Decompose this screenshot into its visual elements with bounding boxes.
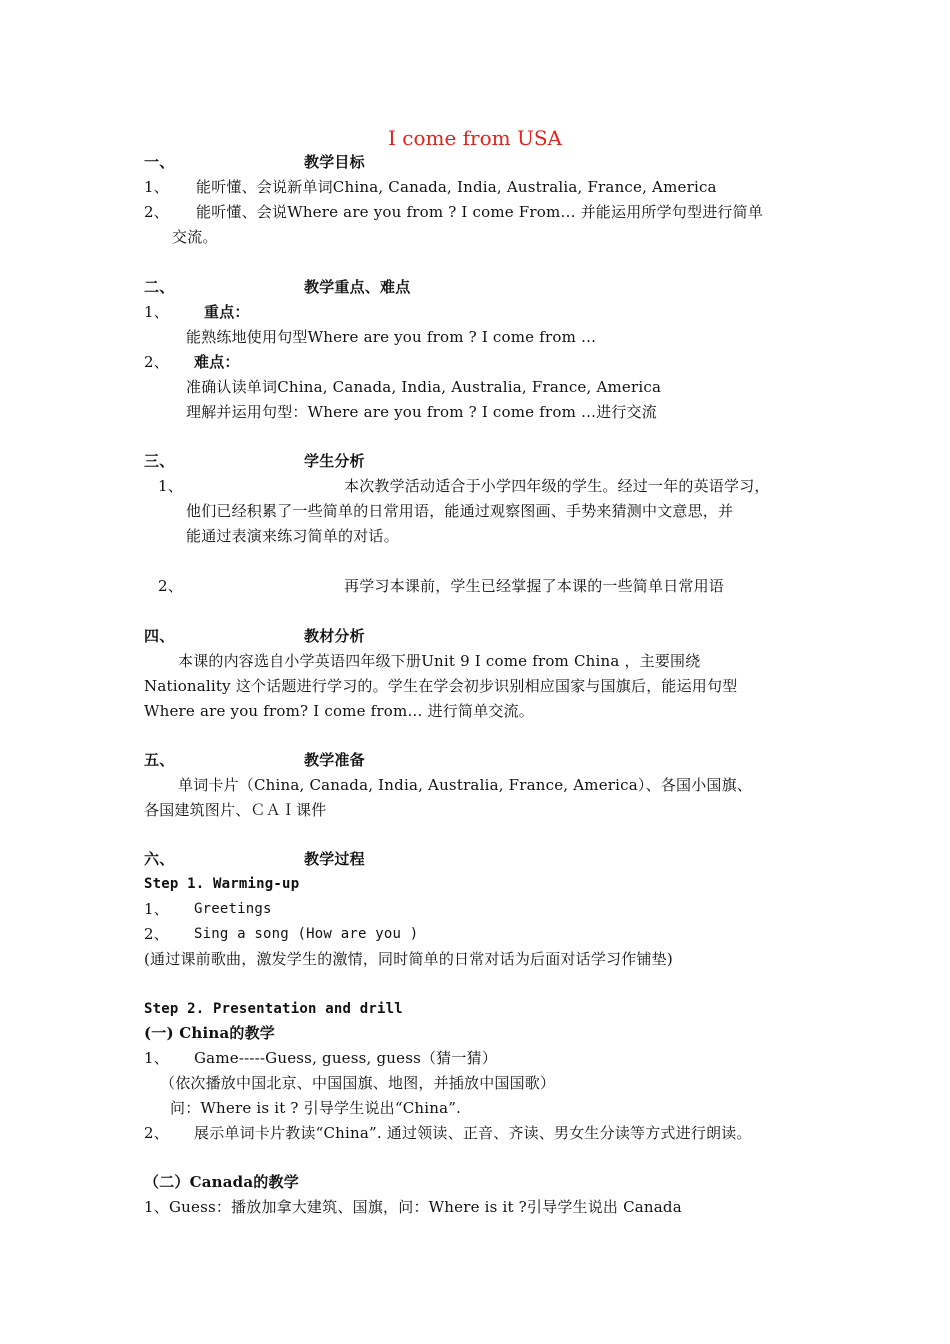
section-5-number: 五、 <box>144 751 175 769</box>
subsection-1-item-1-line-3: 问：Where is it ? 引导学生说出“China”. <box>170 1099 462 1117</box>
section-4-number: 四、 <box>144 627 175 645</box>
subsection-1-item-1-line-2: （依次播放中国北京、中国国旗、地图，并插放中国国歌） <box>160 1074 556 1092</box>
section-1-item-2-continuation: 交流。 <box>172 228 218 246</box>
step-1-heading: Step 1. Warming-up <box>144 876 300 892</box>
subsection-1-item-1-number: 1、 <box>144 1049 169 1067</box>
section-4-line-2: Nationality 这个话题进行学习的。学生在学会初步识别相应国家与国旗后，能运用句型 <box>144 677 738 695</box>
section-4-heading: 教材分析 <box>304 627 365 645</box>
section-2-item-2-number: 2、 <box>144 353 169 371</box>
subsection-1-item-2-number: 2、 <box>144 1124 169 1142</box>
step-1-item-2-text: Sing a song (How are you ) <box>194 926 419 942</box>
section-5-heading: 教学准备 <box>304 751 365 769</box>
section-3-heading: 学生分析 <box>304 452 365 470</box>
step-2-heading: Step 2. Presentation and drill <box>144 1001 403 1017</box>
section-2-item-2-label: 难点： <box>194 353 240 371</box>
step-1-note: (通过课前歌曲，激发学生的激情，同时简单的日常对话为后面对话学习作铺垫) <box>144 950 673 968</box>
section-2-item-1-text: 能熟练地使用句型Where are you from ? I come from … <box>186 328 597 346</box>
section-3-item-2-number: 2、 <box>158 577 183 595</box>
section-3-number: 三、 <box>144 452 175 470</box>
section-4-line-3: Where are you from? I come from… 进行简单交流。 <box>144 702 534 720</box>
section-1-item-2-number: 2、 <box>144 203 169 221</box>
step-1-item-2-number: 2、 <box>144 925 169 943</box>
section-3-item-1-line-1: 本次教学活动适合于小学四年级的学生。经过一年的英语学习， <box>344 477 770 495</box>
section-4-line-1: 本课的内容选自小学英语四年级下册Unit 9 I come from China ，主要围绕 <box>178 652 701 670</box>
section-6-heading: 教学过程 <box>304 850 365 868</box>
section-3-item-1-line-2: 他们已经积累了一些简单的日常用语，能通过观察图画、手势来猜测中文意思，并 <box>186 502 734 520</box>
subsection-2-item-1: 1、Guess：播放加拿大建筑、国旗，问：Where is it ?引导学生说出 Canada <box>144 1198 682 1216</box>
section-2-item-2-text-2: 理解并运用句型：Where are you from ? I come from …进行交流 <box>186 403 657 421</box>
section-2-item-1-number: 1、 <box>144 303 169 321</box>
step-1-item-1-text: Greetings <box>194 901 272 917</box>
section-6-number: 六、 <box>144 850 175 868</box>
section-1-number: 一、 <box>144 153 175 171</box>
subsection-1-item-1-text: Game-----Guess, guess, guess（猜一猜） <box>194 1049 498 1067</box>
section-3-item-1-line-3: 能通过表演来练习简单的对话。 <box>186 527 399 545</box>
section-1-item-1-number: 1、 <box>144 178 169 196</box>
section-2-heading: 教学重点、难点 <box>304 278 411 296</box>
section-5-line-1: 单词卡片（China, Canada, India, Australia, France, America）、各国小国旗、 <box>178 776 752 794</box>
section-1-heading: 教学目标 <box>304 153 365 171</box>
subsection-2-heading: （二）Canada的教学 <box>144 1173 299 1191</box>
section-5-line-2: 各国建筑图片、ＣＡＩ课件 <box>144 801 327 819</box>
section-3-item-2-text: 再学习本课前，学生已经掌握了本课的一些简单日常用语 <box>344 577 725 595</box>
section-2-item-2-text-1: 准确认读单词China, Canada, India, Australia, France, America <box>186 378 662 396</box>
section-3-item-1-number: 1、 <box>158 477 183 495</box>
subsection-1-heading: (一) China的教学 <box>144 1024 275 1042</box>
section-2-number: 二、 <box>144 278 175 296</box>
step-1-item-1-number: 1、 <box>144 900 169 918</box>
section-1-item-1-text: 能听懂、会说新单词China, Canada, India, Australia, France, America <box>196 178 717 196</box>
section-1-item-2-text: 能听懂、会说Where are you from ? I come From… 并能运用所学句型进行简单 <box>196 203 764 221</box>
document-title: I come from USA <box>388 126 562 150</box>
section-2-item-1-label: 重点： <box>204 303 250 321</box>
subsection-1-item-2-text: 展示单词卡片教读“China”. 通过领读、正音、齐读、男女生分读等方式进行朗读。 <box>194 1124 752 1142</box>
